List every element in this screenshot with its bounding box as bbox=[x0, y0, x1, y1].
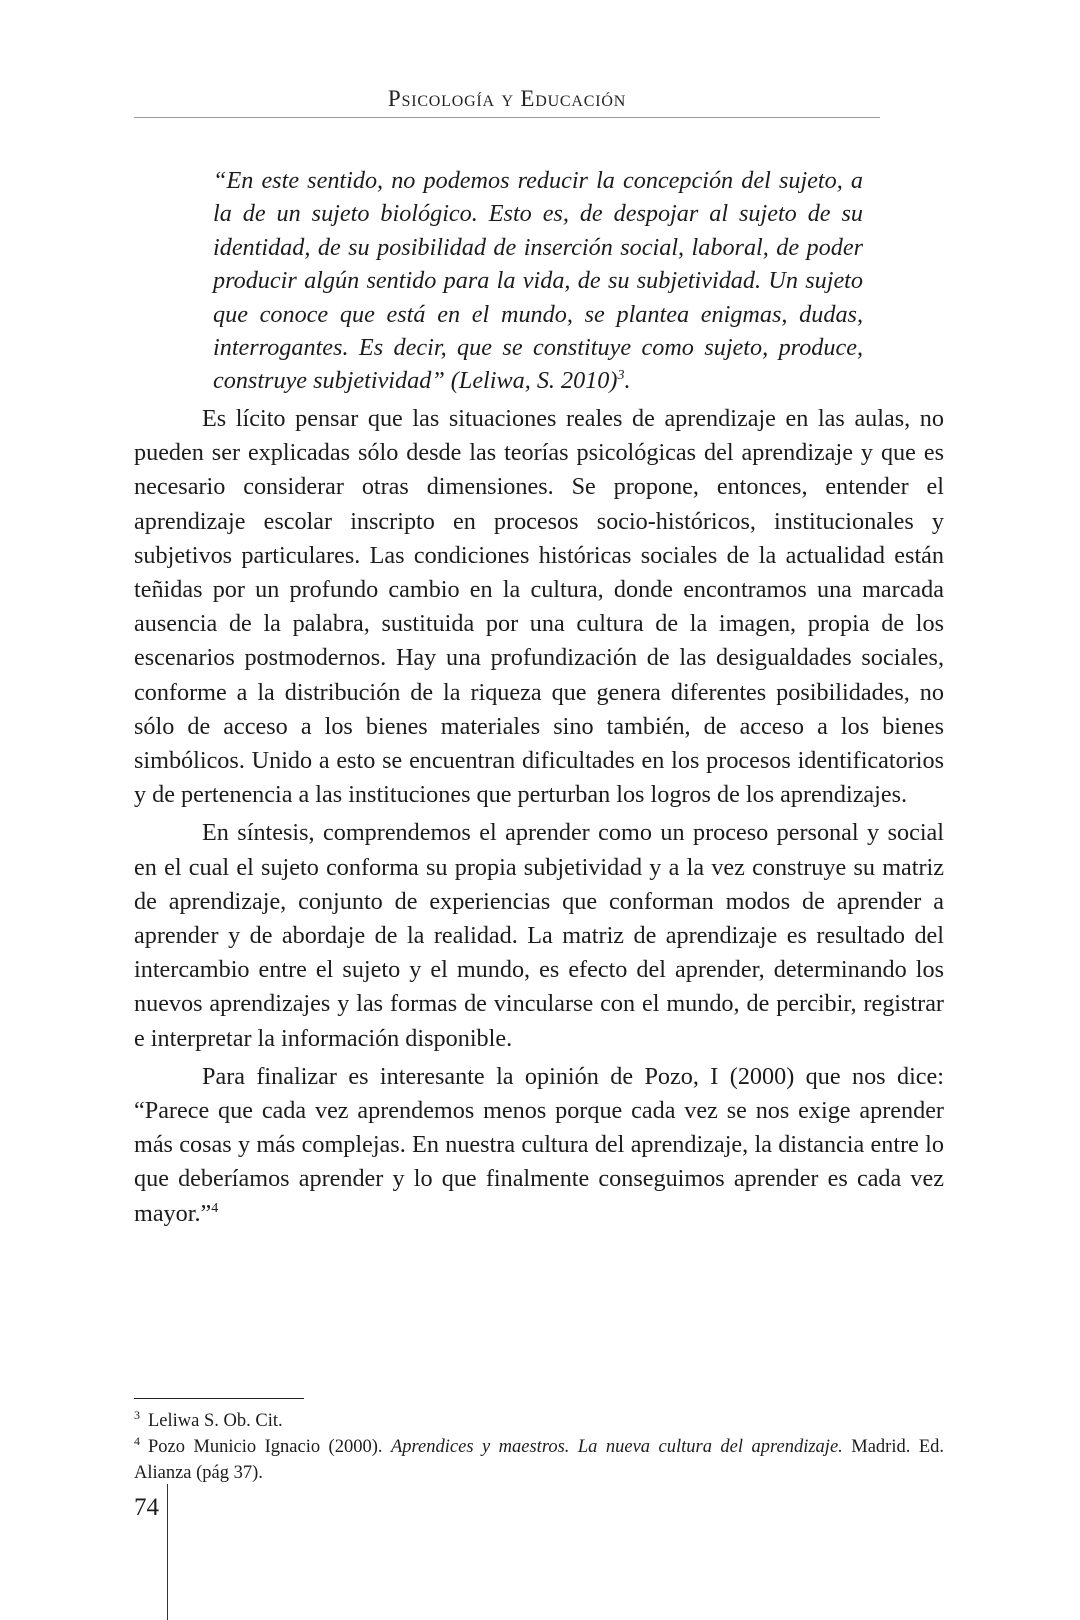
paragraph-text: Para finalizar es interesante la opinión de Pozo, I (2000) que nos dice: “Parece que cada vez aprendemos menos porque cada vez se nos exige aprender más cosas y más complejas. En nuestra cultura del aprendizaje, la distancia entre lo que deberíamos aprender y lo que finalmente conseguimos aprender es cada vez mayor.” bbox=[134, 1062, 944, 1227]
quote-text: “En este sentido, no podemos reducir la concepción del sujeto, a la de un sujeto biológico. Esto es, de despojar al sujeto de su identidad, de su posibilidad de inserción social, laboral, de poder producir algún sentido para la vida, de su subjetividad. Un sujeto que conoce que está en el mundo, se plantea enigmas, dudas, interrogantes. Es decir, que se constituye como sujeto, produce, construye subjetividad” (Leliwa, S. 2010) bbox=[213, 167, 863, 395]
header-rule bbox=[134, 117, 880, 118]
running-header: Psicología y Educación bbox=[387, 86, 627, 111]
footnotes bbox=[134, 1408, 944, 1486]
body-text bbox=[134, 402, 944, 1235]
paragraph: Es lícito pensar que las situaciones reales de aprendizaje en las aulas, no pueden ser explicadas sólo desde las teorías psicológicas del aprendizaje y que es necesario considerar otras dimensiones. Se propone, entonces, entender el aprendizaje escolar inscripto en procesos socio-históricos, institucionales y subjetivos particulares. Las condiciones históricas sociales de la actualidad están teñidas por un profundo cambio en la cultura, donde encontramos una marcada ausencia de la palabra, sustituida por una cultura de la imagen, propia de los escenarios postmodernos. Hay una profundización de las desigualdades sociales, conforme a la distribución de la riqueza que genera diferentes posibilidades, no sólo de acceso a los bienes materiales sino también, de acceso a los bienes simbólicos. Unido a esto se encuentran dificultades en los procesos identificatorios y de pertenencia a las instituciones que perturban los logros de los aprendizajes. bbox=[134, 405, 944, 809]
quote-end: . bbox=[624, 367, 631, 395]
quote-footnote-ref[interactable]: 3 bbox=[617, 368, 625, 384]
footnote-3 bbox=[134, 1408, 944, 1434]
footnote-book-title: Aprendices y maestros. La nueva cultura del aprendizaje. bbox=[390, 1437, 843, 1457]
footnote-text: Leliwa S. Ob. Cit. bbox=[148, 1411, 283, 1431]
paragraph bbox=[134, 1060, 944, 1231]
page-number: 74 bbox=[134, 1494, 159, 1521]
page-margin-rule bbox=[167, 1484, 168, 1620]
footnote-number: 4 bbox=[134, 1433, 140, 1448]
block-quote bbox=[213, 164, 863, 398]
footnote-text: Pozo Municio Ignacio (2000). bbox=[148, 1437, 391, 1457]
footnote-publisher: Madrid. Ed. Alianza (pág 37). bbox=[134, 1437, 944, 1483]
paragraph-footnote-ref[interactable]: 4 bbox=[211, 1200, 219, 1216]
paragraph: En síntesis, comprendemos el aprender como un proceso personal y social en el cual el sujeto conforma su propia subjetividad y a la vez construye su matriz de aprendizaje, conjunto de experiencias que conforman modos de aprender a aprender y de abordaje de la realidad. La matriz de aprendizaje es resultado del intercambio entre el sujeto y el mundo, es efecto del aprender, determinando los nuevos aprendizajes y las formas de vincularse con el mundo, de percibir, registrar e interpretar la información disponible. bbox=[134, 819, 944, 1052]
footnote-separator bbox=[134, 1398, 304, 1399]
footnote-4 bbox=[134, 1434, 944, 1486]
footnote-number: 3 bbox=[134, 1407, 140, 1422]
